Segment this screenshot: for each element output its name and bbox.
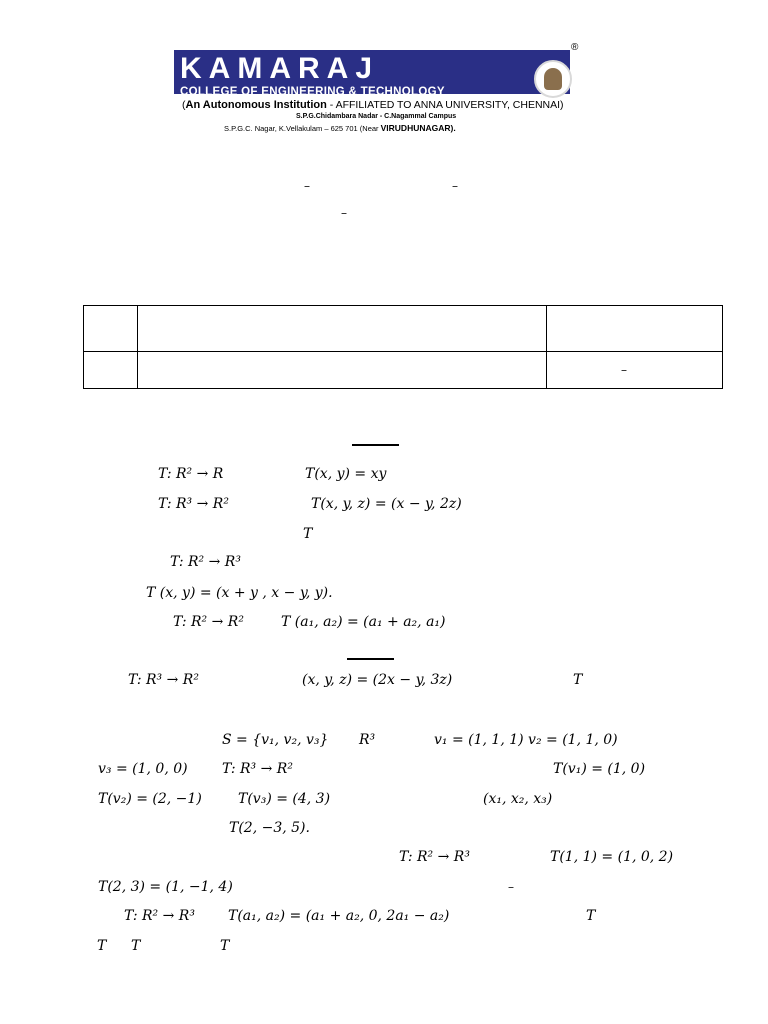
address-town: VIRUDHUNAGAR). [380,123,456,133]
autonomous-line: (An Autonomous Institution - AFFILIATED TO ANNA UNIVERSITY, CHENNAI) [182,99,564,111]
map-13-value: T(2, 3) = (1, −1, 4) [98,879,233,895]
college-logo [172,42,584,138]
affiliation: - AFFILIATED TO ANNA UNIVERSITY, CHENNAI) [326,99,564,111]
image-v1: T(v₁) = (1, 0) [553,761,646,777]
map-15-symbol-3: T [220,938,230,954]
basis-vector-3: v₃ = (1, 0, 0) [98,761,188,777]
map-14-symbol: T [586,908,596,924]
map-4-domain: T: R² → R³ [170,554,241,570]
address-line [224,123,456,133]
map-1-rule: T(x, y) = xy [305,466,387,482]
general-vector: (x₁, x₂, x₃) [483,791,553,807]
section-underline-2 [347,658,394,660]
info-table [83,305,723,389]
map-15-symbol-1: T [97,938,107,954]
address: S.P.G.C. Nagar, K.Vellakulam – 625 701 (Near [224,124,381,133]
map-14-domain: T: R² → R³ [124,908,195,924]
map-3-symbol: T [303,526,313,542]
college-name: KAMARAJ [180,52,379,85]
section-underline-1 [352,444,399,446]
map-6-rule: T (a₁, a₂) = (a₁ + a₂, a₁) [281,614,446,630]
dash-1: – [304,179,310,193]
evaluate-point: T(2, −3, 5). [229,820,310,836]
map-2-domain: T: R³ → R² [158,496,229,512]
map-14-rule: T(a₁, a₂) = (a₁ + a₂, 0, 2a₁ − a₂) [228,908,450,924]
map-7-domain: T: R³ → R² [128,672,199,688]
map-6-domain: T: R² → R² [173,614,244,630]
basis-vectors-1-2: v₁ = (1, 1, 1) v₂ = (1, 1, 0) [434,732,618,748]
image-v3: T(v₃) = (4, 3) [238,791,331,807]
map-1-domain: T: R² → R [158,466,224,482]
logo-banner [174,50,570,98]
map-5-rule: T (x, y) = (x + y , x − y, y). [146,585,333,601]
map-2-rule: T(x, y, z) = (x − y, 2z) [311,496,462,512]
founder-seal-icon [534,60,572,98]
basis-set: S = {v₁, v₂, v₃} [222,732,329,748]
image-v2: T(v₂) = (2, −1) [98,791,202,807]
registered-mark: ® [571,42,579,53]
map-7-rule: (x, y, z) = (2x − y, 3z) [302,672,453,688]
map-15-symbol-2: T [131,938,141,954]
autonomous-label: An Autonomous Institution [185,99,327,111]
dash-4: – [508,880,514,894]
campus-line: S.P.G.Chidambara Nadar - C.Nagammal Campus [296,113,457,120]
table-dash: – [621,363,627,377]
map-12-domain: T: R² → R³ [399,849,470,865]
dash-2: – [452,179,458,193]
map-7-symbol: T [573,672,583,688]
college-subtitle: COLLEGE OF ENGINEERING & TECHNOLOGY [180,86,445,98]
dash-3: – [341,206,347,220]
map-9-domain: T: R³ → R² [222,761,293,777]
basis-space: R³ [359,732,376,748]
map-12-value: T(1, 1) = (1, 0, 2) [550,849,674,865]
